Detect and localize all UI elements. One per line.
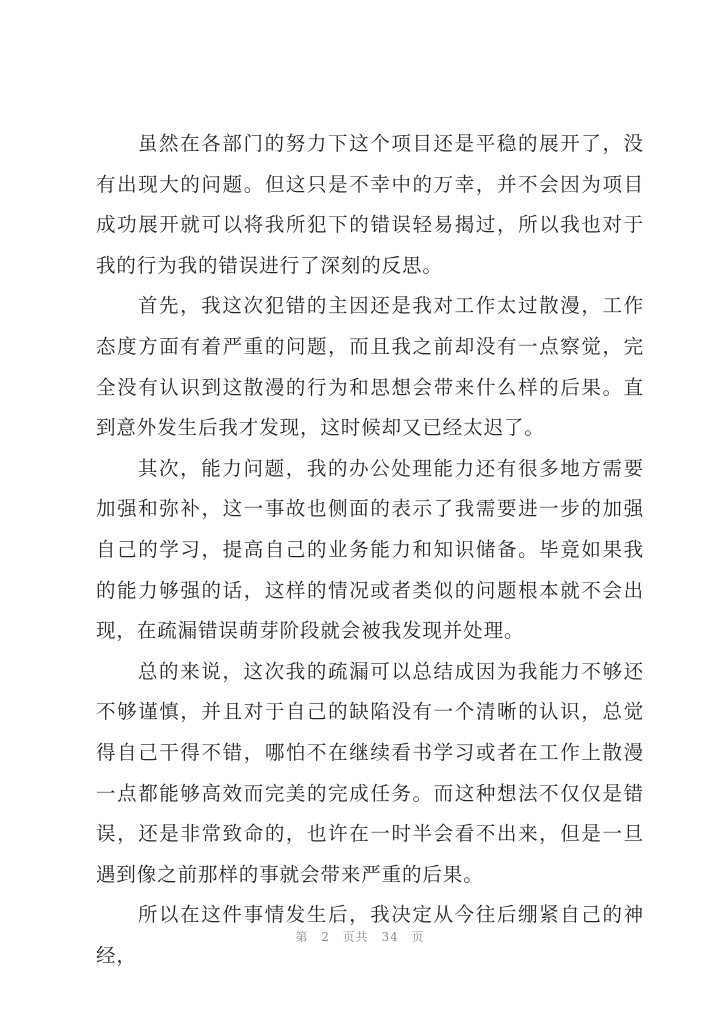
paragraph-1: 虽然在各部门的努力下这个项目还是平稳的展开了，没有出现大的问题。但这只是不幸中的万幸，并不会因为项目成功展开就可以将我所犯下的错误轻易揭过，所以我也对于我的行为我的错误进行了深刻的反思。	[96, 132, 644, 277]
footer-middle: 页共	[342, 930, 369, 944]
footer-total-pages: 34	[381, 930, 399, 944]
paragraph-3: 其次，能力问题，我的办公处理能力还有很多地方需要加强和弥补，这一事故也侧面的表示了我需要进一步的加强自己的学习，提高自己的业务能力和知识储备。毕竟如果我的能力够强的话，这样的情况或者类似的问题根本就不会出现，在疏漏错误萌芽阶段就会被我发现并处理。	[96, 456, 644, 643]
footer-page-number: 2	[321, 930, 330, 944]
document-body	[96, 124, 644, 976]
paragraph-4: 总的来说，这次我的疏漏可以总结成因为我能力不够还不够谨慎，并且对于自己的缺陷没有一个清晰的认识，总觉得自己干得不错，哪怕不在继续看书学习或者在工作上散漫一点都能够高效而完美的完成任务。而这种想法不仅仅是错误，还是非常致命的，也许在一时半会看不出来，但是一旦遇到像之前那样的事就会带来严重的后果。	[96, 659, 644, 886]
footer-prefix: 第	[295, 930, 309, 944]
paragraph-2: 首先，我这次犯错的主因还是我对工作太过散漫，工作态度方面有着严重的问题，而且我之前却没有一点察觉，完全没有认识到这散漫的行为和思想会带来什么样的后果。直到意外发生后我才发现，这时候却又已经太迟了。	[96, 294, 644, 440]
footer-suffix: 页	[411, 930, 425, 944]
page-footer	[0, 928, 720, 945]
paragraph-5: 所以在这件事情发生后，我决定从今往后绷紧自己的神经，	[96, 903, 644, 967]
